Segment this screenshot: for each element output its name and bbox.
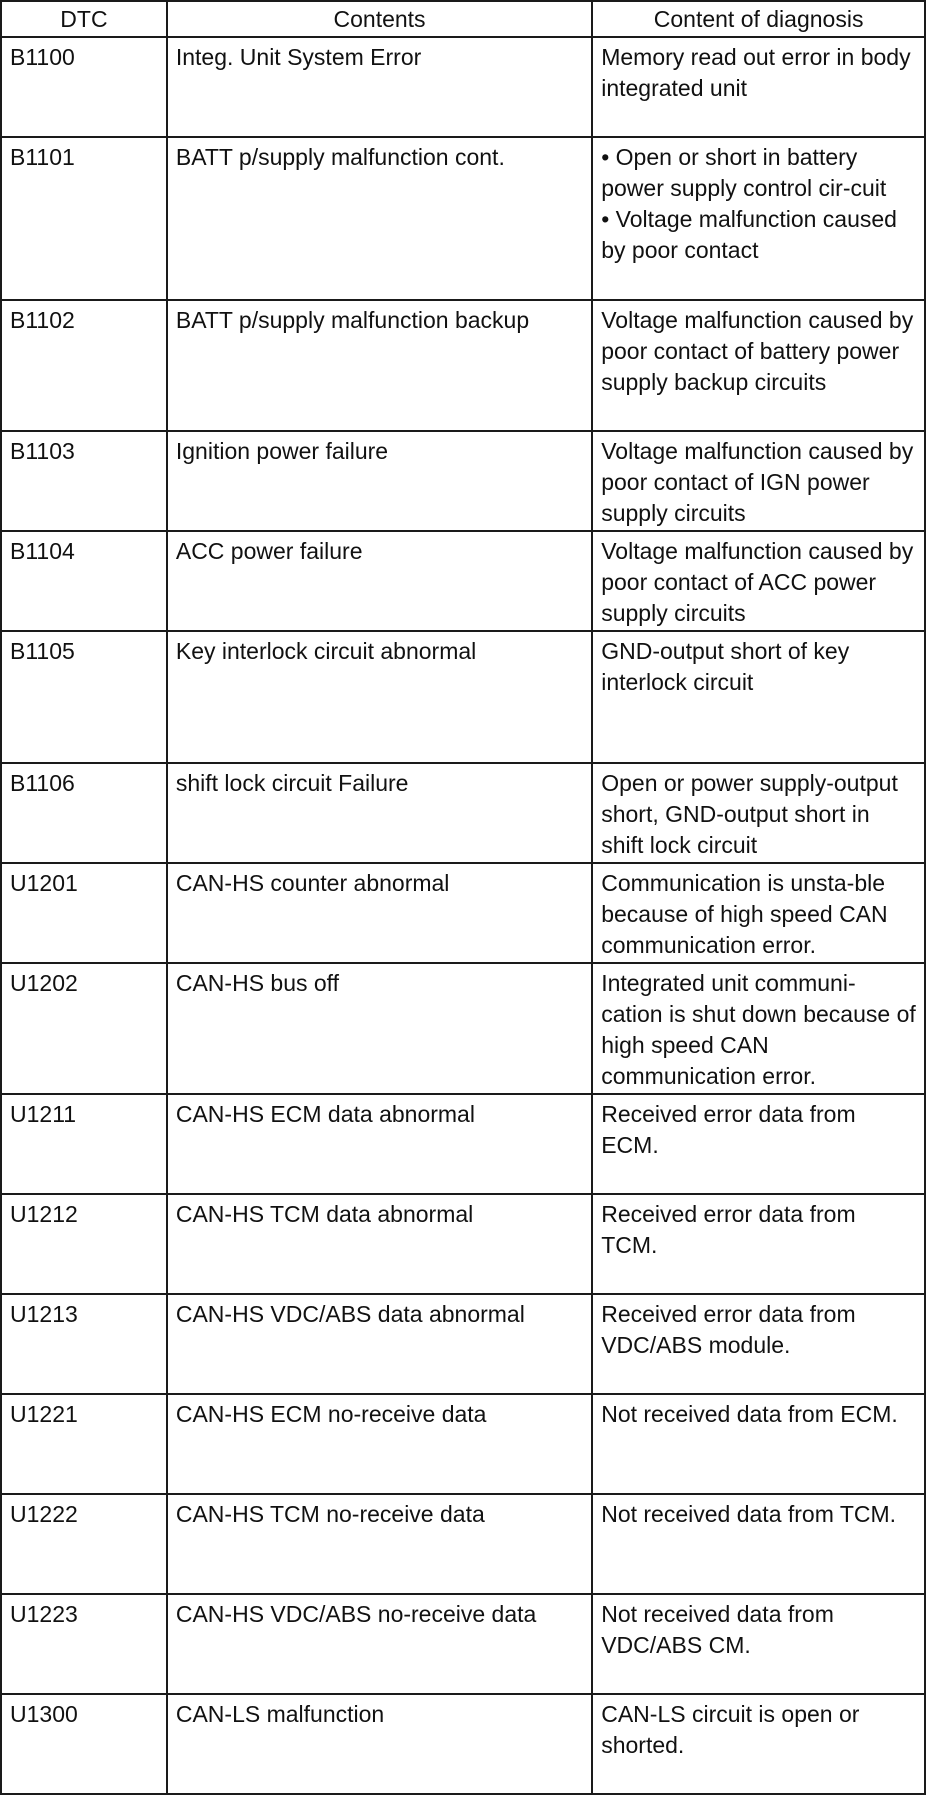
dtc-code-cell: B1103 [1, 431, 167, 531]
dtc-code-cell: U1213 [1, 1294, 167, 1394]
header-dtc: DTC [1, 1, 167, 37]
dtc-code-cell: B1105 [1, 631, 167, 763]
contents-cell: Key interlock circuit abnormal [167, 631, 592, 763]
dtc-code-cell: B1102 [1, 300, 167, 431]
contents-cell: CAN-HS VDC/ABS no-receive data [167, 1594, 592, 1694]
diagnosis-text: Received error data from ECM. [601, 1101, 856, 1158]
contents-cell: Integ. Unit System Error [167, 37, 592, 137]
dtc-code-cell: U1202 [1, 963, 167, 1094]
table-row [1, 963, 925, 1094]
diagnosis-text: Voltage malfunction caused by poor contact of battery power supply backup circuits [601, 307, 914, 395]
diagnosis-text: Integrated unit communi-cation is shut down because of high speed CAN communication error. [601, 970, 916, 1089]
diagnosis-cell [592, 1094, 925, 1194]
diagnosis-cell [592, 631, 925, 763]
table-row [1, 763, 925, 863]
header-diagnosis: Content of diagnosis [592, 1, 925, 37]
diagnosis-text: Not received data from TCM. [601, 1501, 897, 1527]
contents-cell: CAN-HS TCM data abnormal [167, 1194, 592, 1294]
contents-cell: Ignition power failure [167, 431, 592, 531]
diagnosis-text: Voltage malfunction caused by poor contact of ACC power supply circuits [601, 538, 914, 626]
dtc-code-cell: U1300 [1, 1694, 167, 1794]
diagnosis-text: GND-output short of key interlock circuit [601, 638, 850, 695]
dtc-code-cell: B1101 [1, 137, 167, 300]
diagnosis-text: Received error data from TCM. [601, 1201, 856, 1258]
contents-cell: BATT p/supply malfunction backup [167, 300, 592, 431]
diagnosis-text: Communication is unsta-ble because of high speed CAN communication error. [601, 870, 888, 958]
diagnosis-cell [592, 1294, 925, 1394]
table-row [1, 1594, 925, 1694]
contents-cell: CAN-HS bus off [167, 963, 592, 1094]
diagnosis-text: Not received data from ECM. [601, 1401, 898, 1427]
contents-cell: CAN-HS ECM no-receive data [167, 1394, 592, 1494]
diagnosis-cell [592, 1694, 925, 1794]
diagnosis-cell [592, 1394, 925, 1494]
contents-cell: shift lock circuit Failure [167, 763, 592, 863]
contents-cell: CAN-HS counter abnormal [167, 863, 592, 963]
diagnosis-text: Not received data from VDC/ABS CM. [601, 1601, 834, 1658]
header-contents: Contents [167, 1, 592, 37]
diagnosis-cell [592, 37, 925, 137]
diagnosis-text: CAN-LS circuit is open or shorted. [601, 1701, 860, 1758]
diagnosis-text: Open or power supply-output short, GND-output short in shift lock circuit [601, 770, 898, 858]
dtc-code-cell: U1221 [1, 1394, 167, 1494]
table-row [1, 1694, 925, 1794]
table-row [1, 1294, 925, 1394]
diagnosis-text: Memory read out error in body integrated unit [601, 44, 911, 101]
dtc-code-cell: U1212 [1, 1194, 167, 1294]
table-row [1, 1494, 925, 1594]
diagnosis-cell [592, 863, 925, 963]
table-row [1, 863, 925, 963]
header-row [1, 1, 925, 37]
diagnosis-bullet: • Open or short in battery power supply control cir-cuit [601, 144, 887, 201]
table-row [1, 37, 925, 137]
diagnosis-cell [592, 137, 925, 300]
table-row [1, 1194, 925, 1294]
table-row [1, 631, 925, 763]
dtc-code-cell: U1223 [1, 1594, 167, 1694]
contents-cell: CAN-HS TCM no-receive data [167, 1494, 592, 1594]
table-row [1, 137, 925, 300]
contents-cell: CAN-HS ECM data abnormal [167, 1094, 592, 1194]
table-row [1, 300, 925, 431]
diagnosis-cell [592, 1494, 925, 1594]
dtc-code-cell: B1106 [1, 763, 167, 863]
diagnosis-cell [592, 531, 925, 631]
contents-cell: CAN-HS VDC/ABS data abnormal [167, 1294, 592, 1394]
diagnosis-cell [592, 1594, 925, 1694]
dtc-code-cell: U1222 [1, 1494, 167, 1594]
dtc-code-cell: U1201 [1, 863, 167, 963]
contents-cell: BATT p/supply malfunction cont. [167, 137, 592, 300]
dtc-code-cell: B1100 [1, 37, 167, 137]
diagnosis-text: Voltage malfunction caused by poor contact of IGN power supply circuits [601, 438, 914, 526]
contents-cell: CAN-LS malfunction [167, 1694, 592, 1794]
diagnosis-text: Received error data from VDC/ABS module. [601, 1301, 856, 1358]
dtc-code-cell: U1211 [1, 1094, 167, 1194]
diagnosis-cell [592, 763, 925, 863]
diagnosis-cell [592, 431, 925, 531]
contents-cell: ACC power failure [167, 531, 592, 631]
table-row [1, 1094, 925, 1194]
table-row [1, 1394, 925, 1494]
diagnosis-bullet: • Voltage malfunction caused by poor contact [601, 206, 897, 263]
diagnosis-cell [592, 963, 925, 1094]
dtc-code-cell: B1104 [1, 531, 167, 631]
table-row [1, 431, 925, 531]
table-row [1, 531, 925, 631]
diagnosis-cell [592, 1194, 925, 1294]
diagnosis-cell [592, 300, 925, 431]
